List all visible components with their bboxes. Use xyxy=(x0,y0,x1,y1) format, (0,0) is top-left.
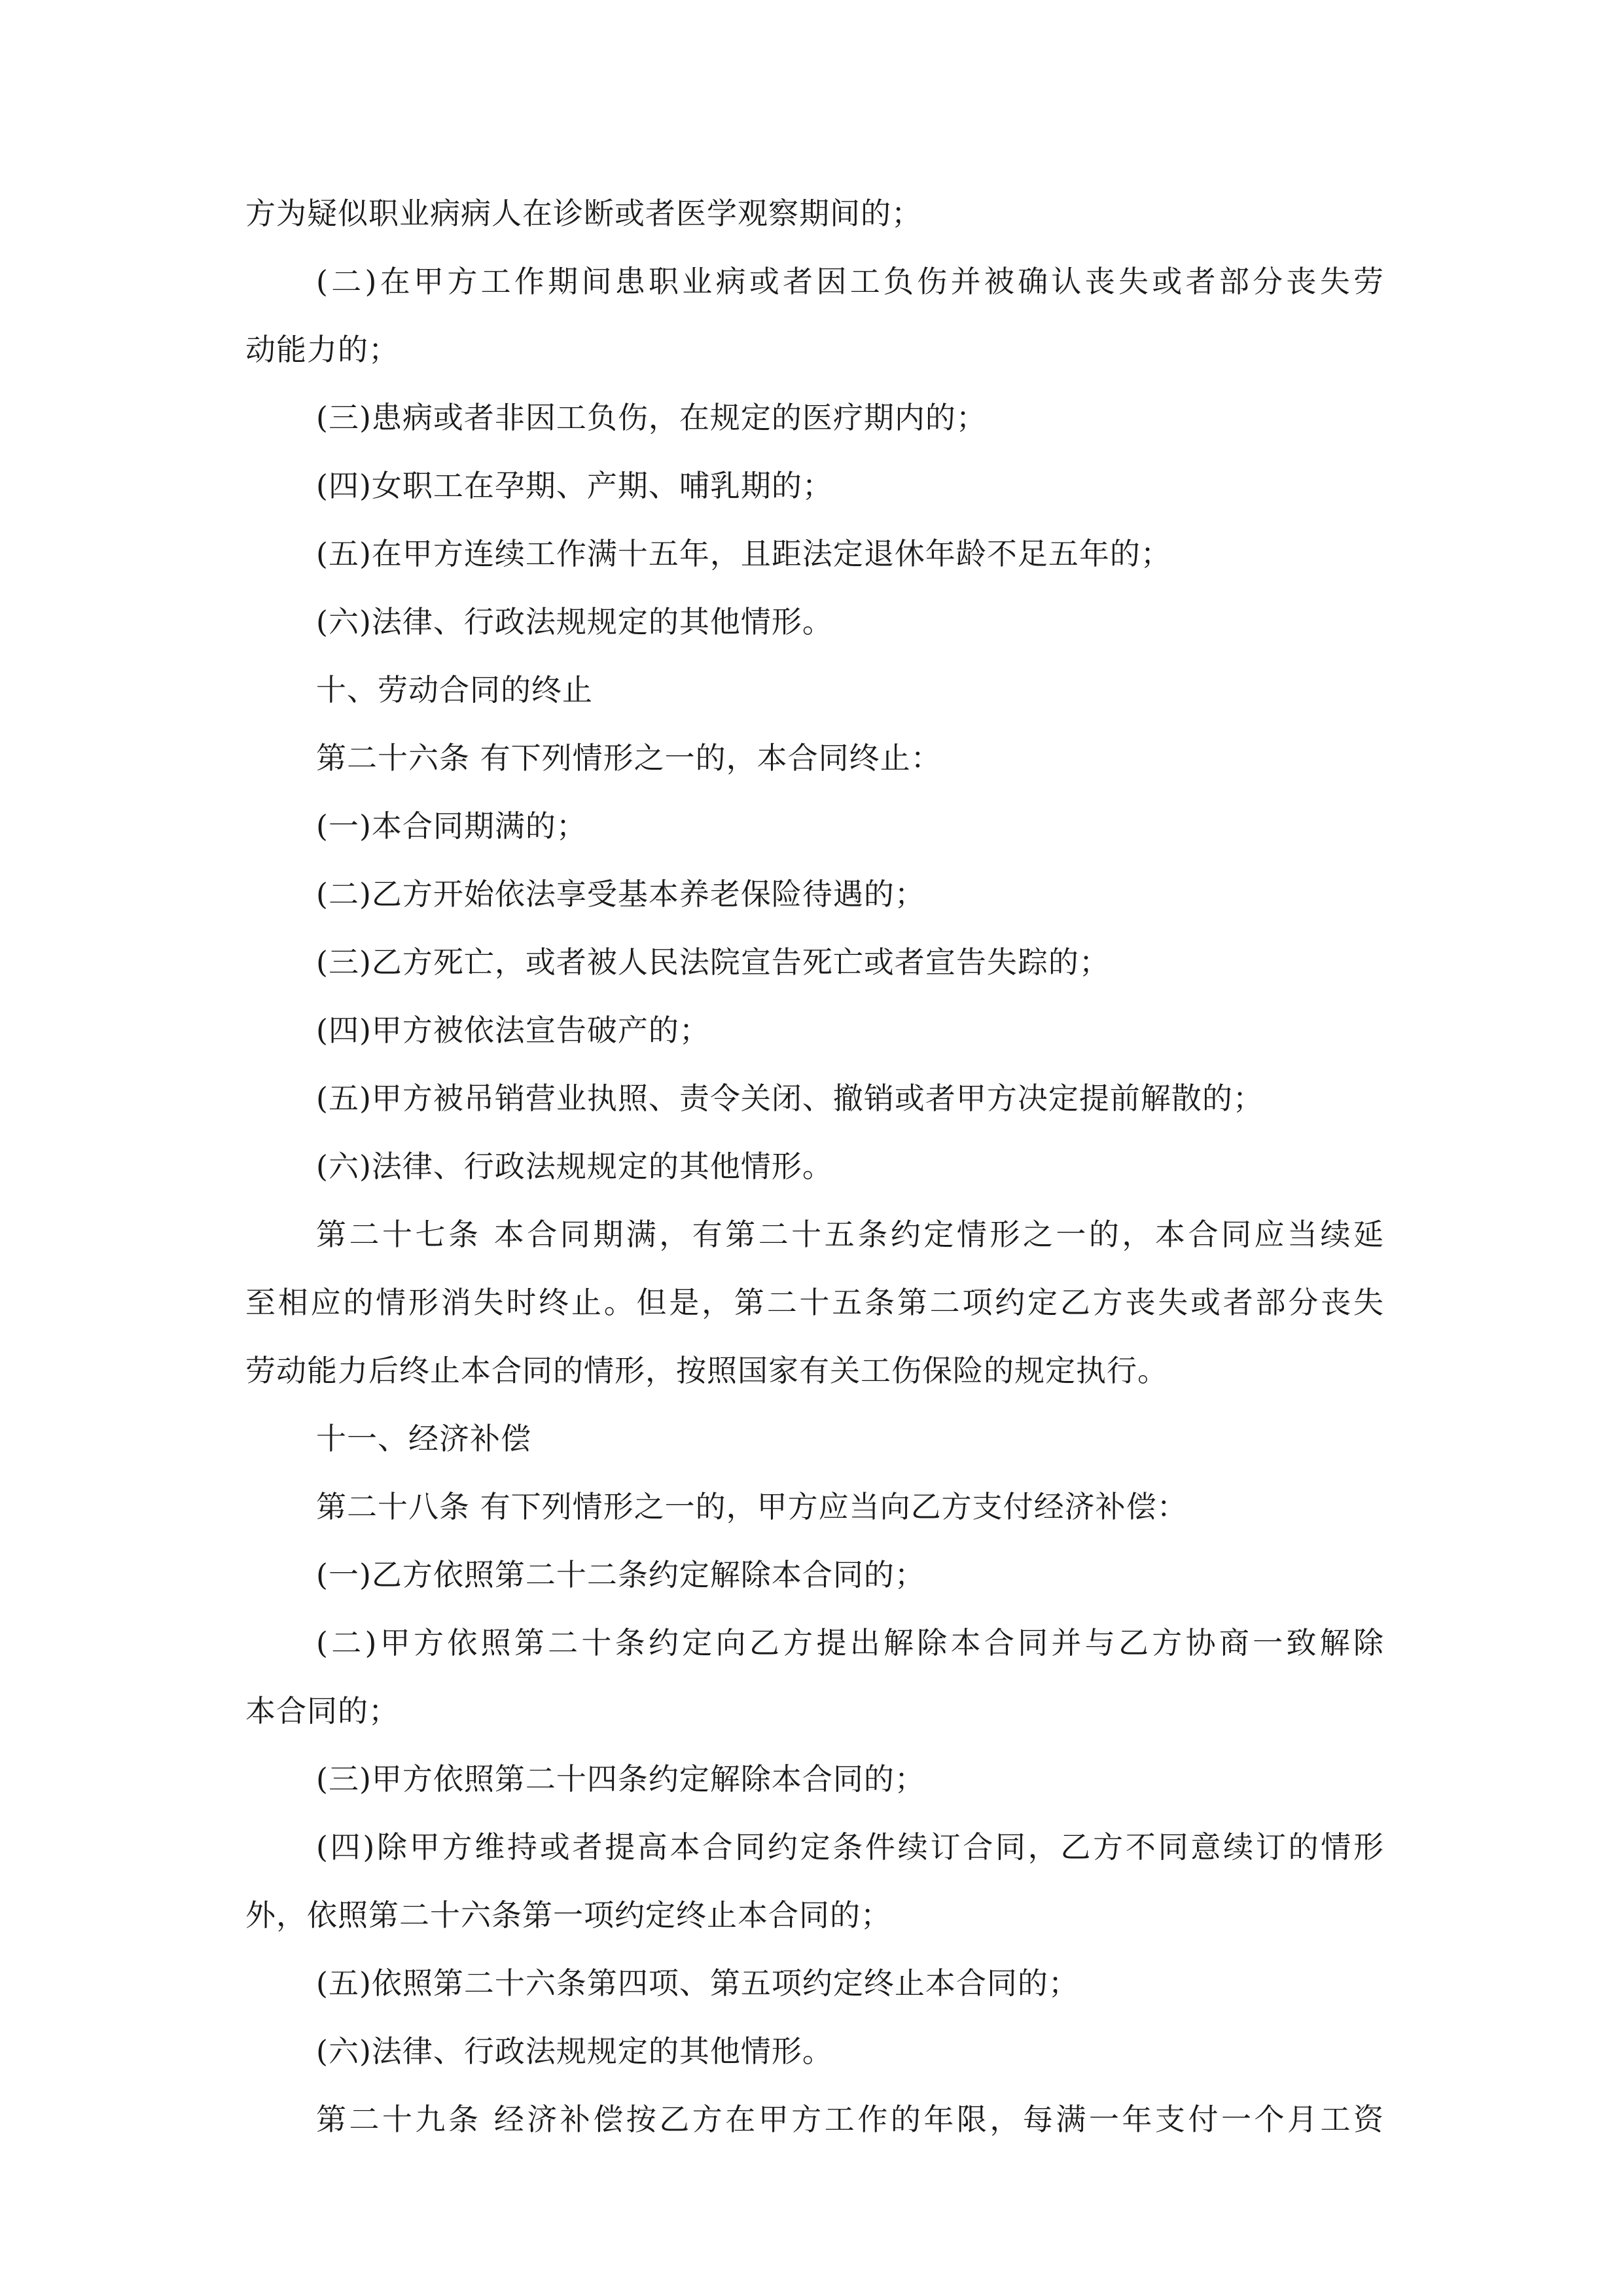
text-line: (五)在甲方连续工作满十五年，且距法定退休年龄不足五年的； xyxy=(316,537,1171,571)
text-line: 第二十六条 有下列情形之一的，本合同终止： xyxy=(316,741,942,776)
text-line: (四)除甲方维持或者提高本合同约定条件续订合同，乙方不同意续订的情形 xyxy=(316,1830,1384,1865)
text-line: 第二十九条 经济补偿按乙方在甲方工作的年限，每满一年支付一个月工资 xyxy=(316,2102,1384,2137)
text-line: (四)女职工在孕期、产期、哺乳期的； xyxy=(316,469,833,503)
text-line: 第二十七条 本合同期满，有第二十五条约定情形之一的，本合同应当续延 xyxy=(316,1217,1384,1252)
text-line: (五)甲方被吊销营业执照、责令关闭、撤销或者甲方决定提前解散的； xyxy=(316,1081,1264,1116)
text-line: 第二十八条 有下列情形之一的，甲方应当向乙方支付经济补偿： xyxy=(316,1490,1188,1524)
text-line: (六)法律、行政法规规定的其他情形。 xyxy=(316,1149,833,1184)
text-line: (四)甲方被依法宣告破产的； xyxy=(316,1013,710,1048)
text-line: (三)甲方依照第二十四条约定解除本合同的； xyxy=(316,1762,925,1797)
text-line: (一)乙方依照第二十二条约定解除本合同的； xyxy=(316,1558,925,1592)
text-line: (五)依照第二十六条第四项、第五项约定终止本合同的； xyxy=(316,1966,1079,2001)
text-line: 动能力的； xyxy=(245,332,399,367)
text-line: (二)在甲方工作期间患职业病或者因工负伤并被确认丧失或者部分丧失劳 xyxy=(316,264,1384,299)
text-line: 方为疑似职业病病人在诊断或者医学观察期间的； xyxy=(245,196,922,231)
text-line: (六)法律、行政法规规定的其他情形。 xyxy=(316,2034,833,2069)
text-line: 本合同的； xyxy=(245,1694,399,1729)
text-line: 劳动能力后终止本合同的情形，按照国家有关工伤保险的规定执行。 xyxy=(245,1354,1168,1388)
text-line: (二)甲方依照第二十条约定向乙方提出解除本合同并与乙方协商一致解除 xyxy=(316,1626,1384,1660)
text-line: (三)患病或者非因工负伤，在规定的医疗期内的； xyxy=(316,401,987,435)
text-line: (二)乙方开始依法享受基本养老保险待遇的； xyxy=(316,877,925,912)
text-line: 十一、经济补偿 xyxy=(316,1422,531,1456)
text-line: (三)乙方死亡，或者被人民法院宣告死亡或者宣告失踪的； xyxy=(316,945,1110,980)
text-line: 外，依照第二十六条第一项约定终止本合同的； xyxy=(245,1898,891,1933)
document-body xyxy=(245,196,1384,2170)
text-line: (六)法律、行政法规规定的其他情形。 xyxy=(316,605,833,639)
text-line: 至相应的情形消失时终止。但是，第二十五条第二项约定乙方丧失或者部分丧失 xyxy=(245,1285,1384,1320)
text-line: (一)本合同期满的； xyxy=(316,809,587,844)
text-line: 十、劳动合同的终止 xyxy=(316,673,593,708)
